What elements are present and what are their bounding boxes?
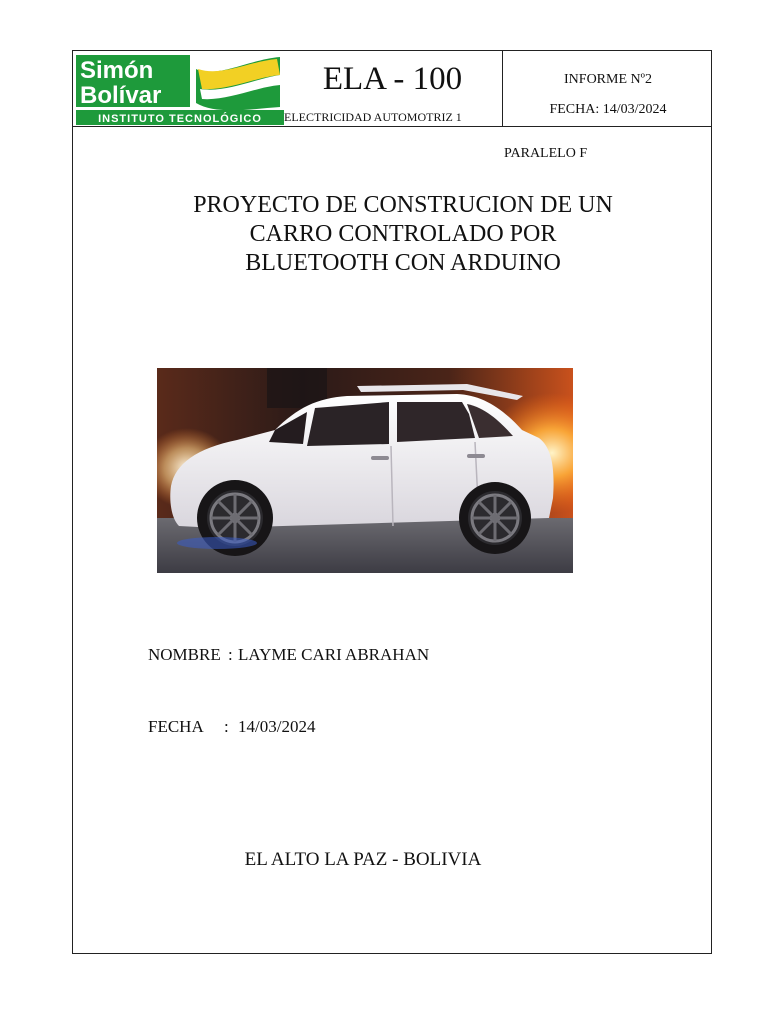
date-separator: : xyxy=(224,717,229,736)
logo-name-line1: Simón xyxy=(80,57,154,84)
name-label: NOMBRE xyxy=(148,645,221,664)
header-divider xyxy=(73,126,711,127)
student-date-row xyxy=(148,717,315,737)
cover-page-frame xyxy=(72,50,712,954)
name-separator: : xyxy=(228,645,233,664)
project-title xyxy=(133,191,673,278)
paralelo-label: PARALELO F xyxy=(504,146,588,161)
logo-flag-icon xyxy=(196,57,280,110)
project-title-line2: CARRO CONTROLADO POR xyxy=(249,221,557,247)
institute-logo xyxy=(76,55,284,125)
course-name: ELECTRICIDAD AUTOMOTRIZ 1 xyxy=(284,110,462,124)
location-footer: EL ALTO LA PAZ - BOLIVIA xyxy=(244,849,482,870)
project-title-line1: PROYECTO DE CONSTRUCION DE UN xyxy=(193,192,613,218)
report-number: INFORME Nº2 xyxy=(564,72,652,87)
project-title-line3: BLUETOOTH CON ARDUINO xyxy=(245,250,561,276)
logo-name-line2: Bolívar xyxy=(80,82,162,109)
name-value: LAYME CARI ABRAHAN xyxy=(238,645,430,664)
date-value: 14/03/2024 xyxy=(238,717,316,736)
course-code: ELA - 100 xyxy=(322,61,463,97)
logo-subtitle: INSTITUTO TECNOLÓGICO xyxy=(98,113,262,125)
car-photo xyxy=(157,368,573,573)
student-name-row xyxy=(148,645,429,665)
date-label: FECHA xyxy=(148,717,204,736)
report-date: FECHA: 14/03/2024 xyxy=(549,102,667,117)
